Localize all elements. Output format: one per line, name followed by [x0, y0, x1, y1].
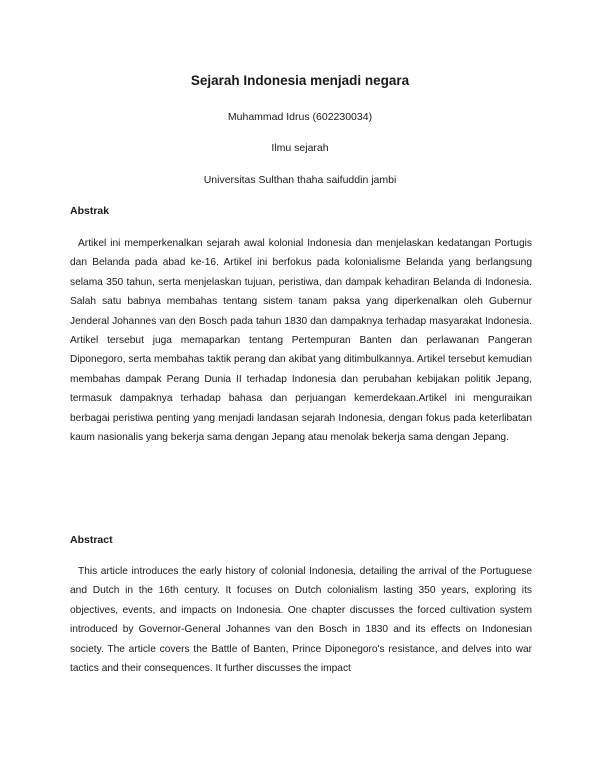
- paper-title: Sejarah Indonesia menjadi negara: [190, 73, 410, 88]
- abstract-paragraph: This article introduces the early history of colonial Indonesia, detailing the arrival of the Portuguese and Dutch in the 16th century. It focuses on Dutch colonialism lasting 350 years, exploring its objectives, events, and impacts on Indonesia. One chapter discusses the forced cultivation system introduced by Governor-General Johannes van den Bosch in 1830 and its effects on Indonesian society. The article covers the Battle of Banten, Prince Diponegoro's resistance, and delves into war tactics and their consequences. It further discusses the impact: [70, 566, 532, 675]
- abstrak-paragraph: Artikel ini memperkenalkan sejarah awal kolonial Indonesia dan menjelaskan kedatangan Portugis dan Belanda pada abad ke-16. Artikel ini berfokus pada kolonialisme Belanda yang berlangsung selama 350 tahun, serta menjelaskan tujuan, peristiwa, dan dampak kehadiran Belanda di Indonesia. Salah satu babnya membahas tentang sistem tanam paksa yang diperkenalkan oleh Gubernur Jenderal Johannes van den Bosch pada tahun 1830 dan dampaknya terhadap masyarakat Indonesia. Artikel tersebut juga memaparkan tentang Pertempuran Banten dan perlawanan Pangeran Diponegoro, serta membahas taktik perang dan akibat yang ditimbulkannya. Artikel tersebut kemudian membahas dampak Perang Dunia II terhadap Indonesia dan perubahan kebijakan politik Jepang, termasuk dampaknya terhadap bahasa dan perjuangan kemerdekaan.Artikel ini menguraikan berbagai peristiwa penting yang menjadi landasan sejarah Indonesia, dengan fokus pada keterlibatan kaum nasionalis yang bekerja sama dengan Jepang atau menolak bekerja sama dengan Jepang.: [70, 238, 532, 444]
- university: Universitas Sulthan thaha saifuddin jambi: [203, 174, 397, 186]
- abstrak-heading: Abstrak: [70, 205, 110, 217]
- department: Ilmu sejarah: [271, 142, 329, 154]
- author-name: Muhammad Idrus (602230034): [227, 111, 373, 123]
- abstract-heading: Abstract: [70, 534, 113, 546]
